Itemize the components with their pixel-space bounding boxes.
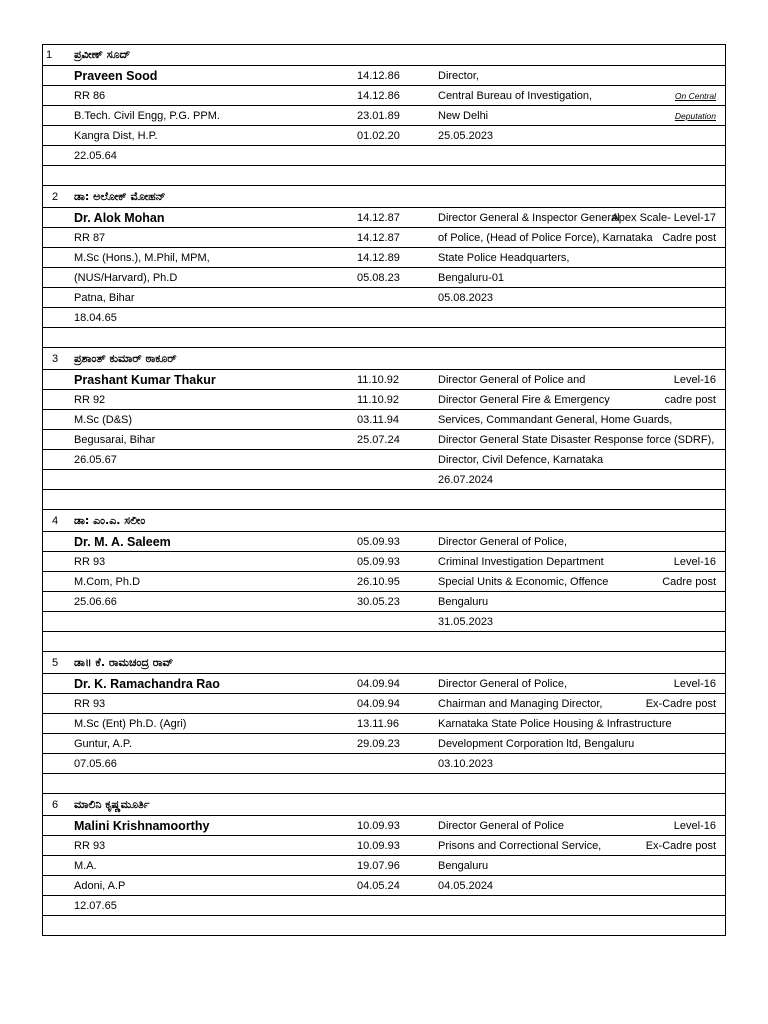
posting-cell: Director, Civil Defence, Karnataka	[438, 453, 604, 466]
posting-cell: Director General of Police,	[438, 677, 567, 690]
detail-cell: 22.05.64	[74, 149, 117, 162]
posting-cell: 04.05.2024	[438, 879, 494, 892]
remark-cell: On Central	[674, 90, 716, 101]
detail-cell: 26.05.67	[74, 453, 117, 466]
posting-cell: Bengaluru	[438, 595, 489, 608]
posting-cell: Bengaluru-01	[438, 271, 505, 284]
detail-row	[42, 450, 726, 470]
detail-cell: M.Sc (Ent) Ph.D. (Agri)	[74, 717, 187, 730]
posting-cell: Prisons and Correctional Service,	[438, 839, 602, 852]
posting-cell: of Police, (Head of Police Force), Karnataka	[438, 231, 653, 244]
remark-cell: Deputation	[674, 110, 716, 121]
kannada-name: ಡಾ॥ ಕೆ. ರಾಮಚಂದ್ರ ರಾವ್	[74, 655, 174, 669]
date-cell: 01.02.20	[357, 129, 400, 142]
officer-name-row	[42, 370, 726, 390]
officer-header-row	[42, 44, 726, 66]
detail-cell: RR 93	[74, 697, 106, 710]
spacer-row	[42, 328, 726, 348]
detail-row	[42, 470, 726, 490]
serial-number: 6	[52, 798, 59, 811]
remark-cell: Ex-Cadre post	[645, 839, 716, 852]
date-cell: 10.09.93	[357, 819, 400, 832]
detail-cell: RR 92	[74, 393, 106, 406]
spacer-row	[42, 166, 726, 186]
remark-cell: Level-16	[673, 555, 716, 568]
detail-row	[42, 228, 726, 248]
officer-header-row	[42, 794, 726, 816]
detail-cell: 12.07.65	[74, 899, 117, 912]
detail-row	[42, 876, 726, 896]
date-cell: 26.10.95	[357, 575, 400, 588]
detail-row	[42, 836, 726, 856]
date-cell: 03.11.94	[357, 413, 400, 426]
posting-cell: Services, Commandant General, Home Guards,	[438, 413, 673, 426]
detail-row	[42, 430, 726, 450]
serial-number: 4	[52, 514, 59, 527]
posting-cell: 25.05.2023	[438, 129, 494, 142]
kannada-name: ಪ್ರಶಾಂತ್ ಕುಮಾರ್ ಠಾಕೂರ್	[74, 351, 177, 365]
posting-cell: Chairman and Managing Director,	[438, 697, 603, 710]
date-cell: 05.08.23	[357, 271, 400, 284]
date-cell: 29.09.23	[357, 737, 400, 750]
remark-cell: Cadre post	[662, 231, 716, 244]
detail-row	[42, 572, 726, 592]
officer-name: Dr. K. Ramachandra Rao	[74, 676, 220, 691]
date-cell: 05.09.93	[357, 535, 400, 548]
kannada-name: ಮಾಲಿನಿ ಕೃಷ್ಣಮೂರ್ತಿ	[74, 797, 150, 811]
date-cell: 30.05.23	[357, 595, 400, 608]
officer-name-row	[42, 816, 726, 836]
posting-cell: Director,	[438, 69, 479, 82]
officer-name: Praveen Sood	[74, 68, 158, 83]
remark-cell: Cadre post	[662, 575, 716, 588]
detail-cell: 07.05.66	[74, 757, 117, 770]
scale-cell: Level-16	[673, 677, 716, 690]
detail-row	[42, 856, 726, 876]
spacer-row	[42, 916, 726, 936]
posting-cell: Director General State Disaster Response force (SDRF),	[438, 433, 715, 446]
posting-cell: Director General of Police and	[438, 373, 586, 386]
date-cell: 05.09.93	[357, 555, 400, 568]
detail-row	[42, 896, 726, 916]
detail-cell: M.Sc (D&S)	[74, 413, 133, 426]
posting-cell: 26.07.2024	[438, 473, 494, 486]
date-cell: 11.10.92	[357, 373, 400, 386]
officer-name: Dr. M. A. Saleem	[74, 534, 171, 549]
officer-name-row	[42, 532, 726, 552]
officer-name: Malini Krishnamoorthy	[74, 818, 210, 833]
serial-number: 5	[52, 656, 59, 669]
detail-row	[42, 734, 726, 754]
officer-name: Dr. Alok Mohan	[74, 210, 165, 225]
posting-cell: New Delhi	[438, 109, 489, 122]
detail-cell: M.Sc (Hons.), M.Phil, MPM,	[74, 251, 210, 264]
date-cell: 25.07.24	[357, 433, 400, 446]
detail-cell: M.Com, Ph.D	[74, 575, 141, 588]
officer-table	[42, 44, 726, 936]
date-cell: 04.09.94	[357, 677, 400, 690]
posting-cell: Director General of Police,	[438, 535, 567, 548]
detail-cell: Adoni, A.P	[74, 879, 126, 892]
remark-cell: Ex-Cadre post	[645, 697, 716, 710]
scale-cell: Level-16	[673, 819, 716, 832]
posting-cell: 31.05.2023	[438, 615, 494, 628]
posting-cell: 05.08.2023	[438, 291, 494, 304]
detail-row	[42, 390, 726, 410]
detail-row	[42, 694, 726, 714]
detail-row	[42, 248, 726, 268]
detail-cell: M.A.	[74, 859, 97, 872]
detail-row	[42, 410, 726, 430]
detail-cell: (NUS/Harvard), Ph.D	[74, 271, 178, 284]
detail-row	[42, 714, 726, 734]
remark-cell: cadre post	[664, 393, 716, 406]
serial-number: 1	[46, 49, 53, 61]
kannada-name: ಡಾ: ಅಲೋಕ್ ಮೋಹನ್	[74, 189, 166, 203]
date-cell: 04.05.24	[357, 879, 400, 892]
detail-cell: RR 93	[74, 555, 106, 568]
table-body	[42, 44, 726, 936]
scale-cell: Apex Scale- Level-17	[611, 211, 716, 224]
spacer-row	[42, 490, 726, 510]
kannada-name: ಡಾ: ಎಂ.ಎ. ಸಲೀಂ	[74, 513, 146, 527]
posting-cell: State Police Headquarters,	[438, 251, 570, 264]
posting-cell: Karnataka State Police Housing & Infrastructure	[438, 717, 672, 730]
officer-name-row	[42, 66, 726, 86]
posting-cell: Director General & Inspector General	[438, 211, 620, 224]
date-cell: 13.11.96	[357, 717, 400, 730]
spacer-row	[42, 774, 726, 794]
posting-cell: Special Units & Economic, Offence	[438, 575, 609, 588]
detail-cell: Kangra Dist, H.P.	[74, 129, 158, 142]
detail-row	[42, 308, 726, 328]
detail-row	[42, 106, 726, 126]
officer-name: Prashant Kumar Thakur	[74, 372, 216, 387]
detail-cell: B.Tech. Civil Engg, P.G. PPM.	[74, 109, 220, 122]
posting-cell: 03.10.2023	[438, 757, 494, 770]
scale-cell: Level-16	[673, 373, 716, 386]
date-cell: 10.09.93	[357, 839, 400, 852]
detail-row	[42, 126, 726, 146]
date-cell: 23.01.89	[357, 109, 400, 122]
date-cell: 14.12.87	[357, 211, 400, 224]
detail-row	[42, 754, 726, 774]
date-cell: 14.12.89	[357, 251, 400, 264]
posting-cell: Bengaluru	[438, 859, 489, 872]
posting-cell: Director General Fire & Emergency	[438, 393, 610, 406]
date-cell: 19.07.96	[357, 859, 400, 872]
officer-header-row	[42, 652, 726, 674]
detail-cell: Guntur, A.P.	[74, 737, 132, 750]
detail-row	[42, 146, 726, 166]
detail-cell: 18.04.65	[74, 311, 117, 324]
posting-cell: Director General of Police	[438, 819, 564, 832]
detail-row	[42, 86, 726, 106]
kannada-name: ಪ್ರವೀಣ್ ಸೂದ್	[74, 48, 131, 61]
officer-name-row	[42, 208, 726, 228]
spacer-row	[42, 632, 726, 652]
detail-row	[42, 268, 726, 288]
officer-name-row	[42, 674, 726, 694]
detail-cell: RR 93	[74, 839, 106, 852]
serial-number: 2	[52, 190, 59, 203]
officer-header-row	[42, 186, 726, 208]
date-cell: 14.12.86	[357, 89, 400, 102]
date-cell: 11.10.92	[357, 393, 400, 406]
date-cell: 14.12.87	[357, 231, 400, 244]
detail-cell: 25.06.66	[74, 595, 117, 608]
date-cell: 04.09.94	[357, 697, 400, 710]
detail-cell: Patna, Bihar	[74, 291, 135, 304]
detail-row	[42, 552, 726, 572]
posting-cell: Central Bureau of Investigation,	[438, 89, 593, 102]
detail-row	[42, 592, 726, 612]
detail-row	[42, 612, 726, 632]
serial-number: 3	[52, 352, 59, 365]
detail-cell: Begusarai, Bihar	[74, 433, 156, 446]
officer-header-row	[42, 348, 726, 370]
posting-cell: Criminal Investigation Department	[438, 555, 604, 568]
detail-row	[42, 288, 726, 308]
detail-cell: RR 87	[74, 231, 106, 244]
officer-header-row	[42, 510, 726, 532]
detail-cell: RR 86	[74, 89, 106, 102]
date-cell: 14.12.86	[357, 69, 400, 82]
posting-cell: Development Corporation ltd, Bengaluru	[438, 737, 635, 750]
